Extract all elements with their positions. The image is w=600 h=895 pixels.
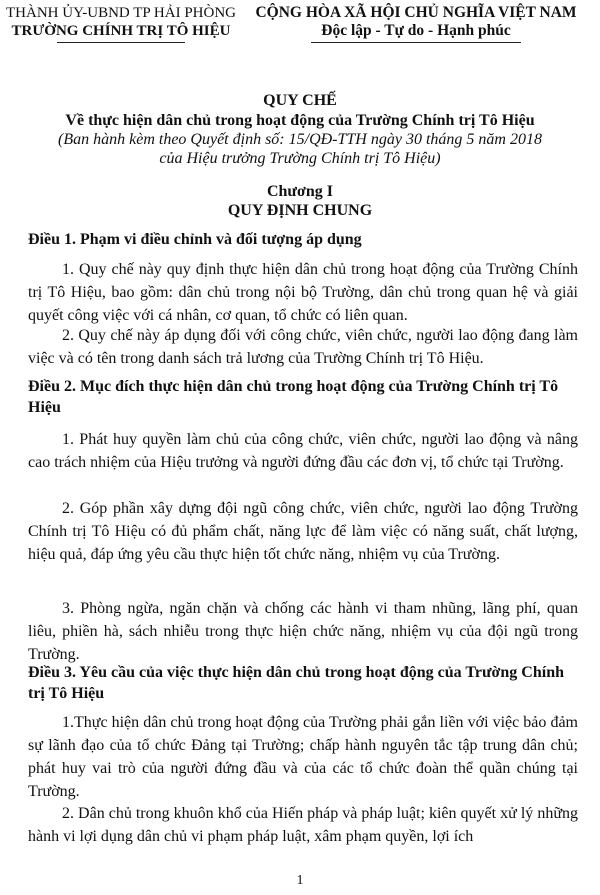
article-2-paragraph-2: 2. Góp phần xây dựng đội ngũ công chức, viên chức, người lao động Trường Chính trị Tô Hiệu có đủ phẩm chất, năng lực để làm việc có năng suất, chất lượng, hiệu quả, đáp ứng yêu cầu thực hiện tốt chức năng, nhiệm vụ của Trường. xyxy=(28,500,578,563)
motto-underline xyxy=(311,42,521,43)
chapter-number: Chương I xyxy=(266,183,334,200)
article-2-paragraph-1: 1. Phát huy quyền làm chủ của công chức, viên chức, người lao động và nâng cao trách nhiệm của Hiệu trưởng và người đứng đầu các đơn vị, tổ chức tại Trường. xyxy=(28,431,578,471)
article-3-paragraph-1: 1.Thực hiện dân chủ trong hoạt động của Trường phải gắn liền với việc bảo đảm sự lãnh đạo của tổ chức Đảng tại Trường; chấp hành nguyên tắc tập trung dân chủ; phát huy vai trò của người đứng đầu và của các tổ chức đoàn thể quần chúng tại Trường. xyxy=(28,714,578,800)
article-3-paragraph-2: 2. Dân chủ trong khuôn khổ của Hiến pháp và pháp luật; kiên quyết xử lý những hành vi lợi dụng dân chủ vi phạm pháp luật, xâm phạm quyền, lợi ích xyxy=(28,805,578,845)
agency-underline xyxy=(57,42,185,43)
national-heading xyxy=(246,4,586,43)
article-1-paragraph-1: 1. Quy chế này quy định thực hiện dân chủ trong hoạt động của Trường Chính trị Tô Hiệu, bao gồm: dân chủ trong nội bộ Trường, dân chủ trong quan hệ và giải quyết công việc với cá nhân, cơ quan, tổ chức có liên quan. xyxy=(28,261,578,324)
article-3-title: Điều 3. Yêu cầu của việc thực hiện dân chủ trong hoạt động của Trường Chính trị Tô Hiệu xyxy=(28,664,564,702)
article-2-title: Điều 2. Mục đích thực hiện dân chủ trong hoạt động của Trường Chính trị Tô Hiệu xyxy=(28,378,559,416)
article-1-paragraph-2: 2. Quy chế này áp dụng đối với công chức, viên chức, người lao động đang làm việc và có tên trong danh sách trả lương của Trường Chính trị Tô Hiệu. xyxy=(28,327,578,367)
issuance-line-2: của Hiệu trưởng Trường Chính trị Tô Hiệu) xyxy=(159,150,441,167)
page-number: 1 xyxy=(296,873,304,888)
chapter-name: QUY ĐỊNH CHUNG xyxy=(227,202,373,219)
article-1-title: Điều 1. Phạm vi điều chỉnh và đối tượng áp dụng xyxy=(28,231,362,248)
issuing-agency xyxy=(6,4,236,43)
nation-name: CỘNG HÒA XÃ HỘI CHỦ NGHĨA VIỆT NAM xyxy=(255,4,577,21)
issuance-line-1: (Ban hành kèm theo Quyết định số: 15/QĐ-TTH ngày 30 tháng 5 năm 2018 xyxy=(58,131,542,148)
document-subtitle: Về thực hiện dân chủ trong hoạt động của Trường Chính trị Tô Hiệu xyxy=(65,112,535,129)
document-title: QUY CHẾ xyxy=(263,92,337,109)
issuance-note xyxy=(20,130,580,168)
school-name: TRƯỜNG CHÍNH TRỊ TÔ HIỆU xyxy=(11,23,231,39)
article-2-paragraph-3: 3. Phòng ngừa, ngăn chặn và chống các hành vi tham nhũng, lãng phí, quan liêu, phiền hà, sách nhiễu trong thực hiện chức năng, nhiệm vụ của đội ngũ trong Trường. xyxy=(28,600,578,663)
parent-agency: THÀNH ỦY-UBND TP HẢI PHÒNG xyxy=(6,5,237,21)
national-motto: Độc lập - Tự do - Hạnh phúc xyxy=(321,22,511,39)
